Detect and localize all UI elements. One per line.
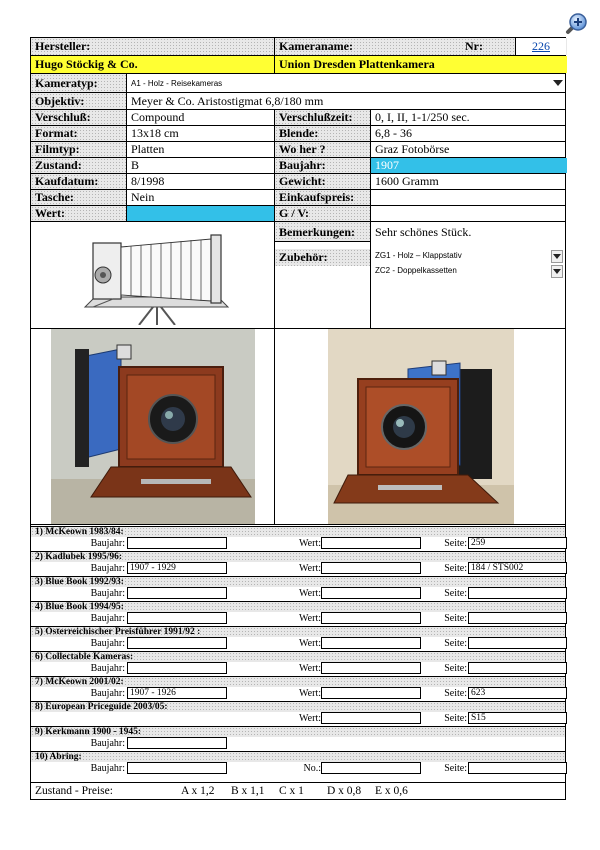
reference-seite-field[interactable]: 184 / STS002 — [468, 562, 567, 574]
camera-photo-front — [31, 329, 275, 524]
zubehoer-label: Zubehör: — [275, 249, 370, 266]
header-label-row — [31, 38, 565, 56]
reference-line — [31, 737, 565, 750]
kaufdatum-row — [31, 174, 565, 190]
seite-label: Seite: — [444, 613, 467, 624]
camera-record-sheet — [30, 37, 566, 800]
no-label: No.: — [303, 763, 321, 774]
wert-label: Wert: — [299, 688, 321, 699]
woher-label: Wo her ? — [275, 142, 371, 157]
baujahr-label: Baujahr: — [90, 738, 125, 749]
camera-sketch-image — [31, 222, 275, 328]
reference-title: 1) McKeown 1983/84: — [31, 526, 565, 537]
baujahr-label: Baujahr: — [90, 763, 125, 774]
seite-label: Seite: — [444, 638, 467, 649]
kameratyp-label: Kameratyp: — [31, 74, 127, 92]
reference-seite-field[interactable] — [468, 762, 567, 774]
baujahr-label: Baujahr: — [275, 158, 371, 173]
kameratyp-value: A1 - Holz - Reisekameras — [131, 78, 223, 88]
zoom-in-icon[interactable] — [563, 11, 589, 37]
kameraname-value: Union Dresden Plattenkamera — [275, 56, 567, 73]
hersteller-label: Hersteller: — [31, 38, 275, 55]
zubehoer-item-2[interactable]: ZC2 - Doppelkassetten — [375, 266, 457, 275]
footer-label: Zustand - Preise: — [35, 785, 113, 797]
reference-baujahr-field[interactable] — [127, 737, 227, 749]
reference-wert-field[interactable] — [321, 637, 421, 649]
wert-label: Wert: — [299, 538, 321, 549]
wert-label: Wert: — [299, 563, 321, 574]
baujahr-label: Baujahr: — [90, 663, 125, 674]
reference-line — [31, 587, 565, 600]
condition-price-footer — [31, 782, 565, 799]
zustand-label: Zustand: — [31, 158, 127, 173]
reference-title: 8) European Priceguide 2003/05: — [31, 701, 565, 712]
baujahr-value: 1907 — [371, 158, 567, 173]
seite-label: Seite: — [444, 563, 467, 574]
seite-label: Seite: — [444, 588, 467, 599]
reference-title: 2) Kadlubek 1995/96: — [31, 551, 565, 562]
tasche-row — [31, 190, 565, 206]
bemerkungen-value: Sehr schönes Stück. — [375, 225, 472, 239]
reference-seite-field[interactable]: 623 — [468, 687, 567, 699]
gewicht-label: Gewicht: — [275, 174, 371, 189]
wert-label: Wert: — [299, 713, 321, 724]
einkaufspreis-label: Einkaufspreis: — [275, 190, 371, 205]
kameraname-label — [275, 38, 567, 55]
reference-line — [31, 762, 565, 775]
verschluss-label: Verschluß: — [31, 110, 127, 125]
reference-line — [31, 712, 565, 725]
reference-title: 6) Collectable Kameras: — [31, 651, 565, 662]
seite-label: Seite: — [444, 763, 467, 774]
verschluss-value: Compound — [127, 110, 275, 125]
factor-e: E x 0,6 — [375, 785, 408, 797]
reference-wert-field[interactable] — [321, 687, 421, 699]
chevron-down-icon[interactable] — [551, 265, 563, 278]
kameratyp-select[interactable] — [127, 74, 567, 92]
reference-title: 7) McKeown 2001/02: — [31, 676, 565, 687]
wert-label: Wert: — [299, 613, 321, 624]
seite-label: Seite: — [444, 688, 467, 699]
hersteller-value: Hugo Stöckig & Co. — [31, 56, 275, 73]
reference-seite-field[interactable]: 259 — [468, 537, 567, 549]
factor-a: A x 1,2 — [181, 785, 215, 797]
reference-wert-field[interactable] — [321, 612, 421, 624]
wert-label: Wert: — [299, 663, 321, 674]
reference-wert-field[interactable] — [321, 537, 421, 549]
baujahr-label: Baujahr: — [90, 563, 125, 574]
einkaufspreis-value — [371, 190, 567, 205]
reference-seite-field[interactable] — [468, 587, 567, 599]
kaufdatum-label: Kaufdatum: — [31, 174, 127, 189]
tasche-value: Nein — [127, 190, 275, 205]
reference-baujahr-field[interactable]: 1907 - 1926 — [127, 687, 227, 699]
zustand-value: B — [127, 158, 275, 173]
seite-label: Seite: — [444, 538, 467, 549]
reference-wert-field[interactable] — [321, 712, 421, 724]
reference-line — [31, 687, 565, 700]
format-row — [31, 126, 565, 142]
reference-baujahr-field[interactable] — [127, 637, 227, 649]
wert-label: Wert: — [299, 588, 321, 599]
format-label: Format: — [31, 126, 127, 141]
reference-line — [31, 662, 565, 675]
gv-value — [371, 206, 567, 221]
reference-baujahr-field[interactable] — [127, 537, 227, 549]
reference-seite-field[interactable] — [468, 662, 567, 674]
reference-title: 4) Blue Book 1994/95: — [31, 601, 565, 612]
seite-label: Seite: — [444, 663, 467, 674]
reference-baujahr-field[interactable] — [127, 587, 227, 599]
tasche-label: Tasche: — [31, 190, 127, 205]
objektiv-label: Objektiv: — [31, 93, 127, 109]
baujahr-label: Baujahr: — [90, 613, 125, 624]
reference-baujahr-field[interactable] — [127, 612, 227, 624]
reference-baujahr-field[interactable] — [127, 662, 227, 674]
sketch-and-notes-row — [31, 222, 565, 329]
baujahr-label: Baujahr: — [90, 638, 125, 649]
verschlusszeit-value: 0, I, II, 1-1/250 sec. — [375, 110, 470, 124]
factor-d: D x 0,8 — [327, 785, 362, 797]
header-value-row — [31, 56, 565, 74]
nr-label: Nr: — [465, 39, 483, 53]
reference-seite-field[interactable]: S15 — [468, 712, 567, 724]
reference-line — [31, 537, 565, 550]
bemerkungen-label: Bemerkungen: — [275, 222, 371, 242]
filmtyp-value: Platten — [127, 142, 275, 157]
reference-baujahr-field[interactable]: 1907 - 1929 — [127, 562, 227, 574]
reference-title: 9) Kerkmann 1900 - 1945: — [31, 726, 565, 737]
gv-label: G / V: — [275, 206, 371, 221]
reference-no-field[interactable] — [321, 762, 421, 774]
reference-line — [31, 562, 565, 575]
reference-seite-field[interactable] — [468, 612, 567, 624]
format-value: 13x18 cm — [127, 126, 275, 141]
kaufdatum-value: 8/1998 — [127, 174, 275, 189]
woher-value: Graz Fotobörse — [375, 142, 450, 156]
kameratyp-row — [31, 74, 565, 93]
wert-row — [31, 206, 565, 222]
blende-value: 6,8 - 36 — [375, 126, 412, 140]
reference-title: 5) Österreichischer Preisführer 1991/92 : — [31, 626, 565, 637]
reference-seite-field[interactable] — [468, 637, 567, 649]
objektiv-row — [31, 93, 565, 110]
factor-b: B x 1,1 — [231, 785, 265, 797]
verschluss-row — [31, 110, 565, 126]
wert-label: Wert: — [299, 638, 321, 649]
reference-title: 10) Abring: — [31, 751, 565, 762]
factor-c: C x 1 — [279, 785, 304, 797]
reference-wert-field[interactable] — [321, 662, 421, 674]
baujahr-label: Baujahr: — [90, 588, 125, 599]
chevron-down-icon[interactable] — [553, 80, 563, 86]
zustand-row — [31, 158, 565, 174]
verschlusszeit-label: Verschlußzeit: — [275, 110, 371, 125]
reference-line — [31, 612, 565, 625]
reference-wert-field[interactable] — [321, 562, 421, 574]
baujahr-label: Baujahr: — [90, 688, 125, 699]
reference-title: 3) Blue Book 1992/93: — [31, 576, 565, 587]
baujahr-label: Baujahr: — [90, 538, 125, 549]
reference-baujahr-field[interactable] — [127, 762, 227, 774]
notes-panel — [275, 222, 567, 328]
zubehoer-item-1[interactable]: ZG1 - Holz – Klappstativ — [375, 251, 462, 260]
seite-label: Seite: — [444, 713, 467, 724]
blende-label: Blende: — [275, 126, 371, 141]
chevron-down-icon[interactable] — [551, 250, 563, 263]
photos-row — [31, 329, 565, 525]
kameraname-label-text: Kameraname: — [279, 39, 353, 53]
reference-wert-field[interactable] — [321, 587, 421, 599]
camera-photo-angle — [275, 329, 567, 524]
filmtyp-label: Filmtyp: — [31, 142, 127, 157]
filmtyp-row — [31, 142, 565, 158]
objektiv-value: Meyer & Co. Aristostigmat 6,8/180 mm — [131, 93, 324, 108]
wert-value — [127, 206, 275, 221]
reference-line — [31, 637, 565, 650]
gewicht-value: 1600 Gramm — [375, 174, 439, 188]
wert-label: Wert: — [31, 206, 127, 221]
nr-link[interactable]: 226 — [532, 39, 550, 53]
